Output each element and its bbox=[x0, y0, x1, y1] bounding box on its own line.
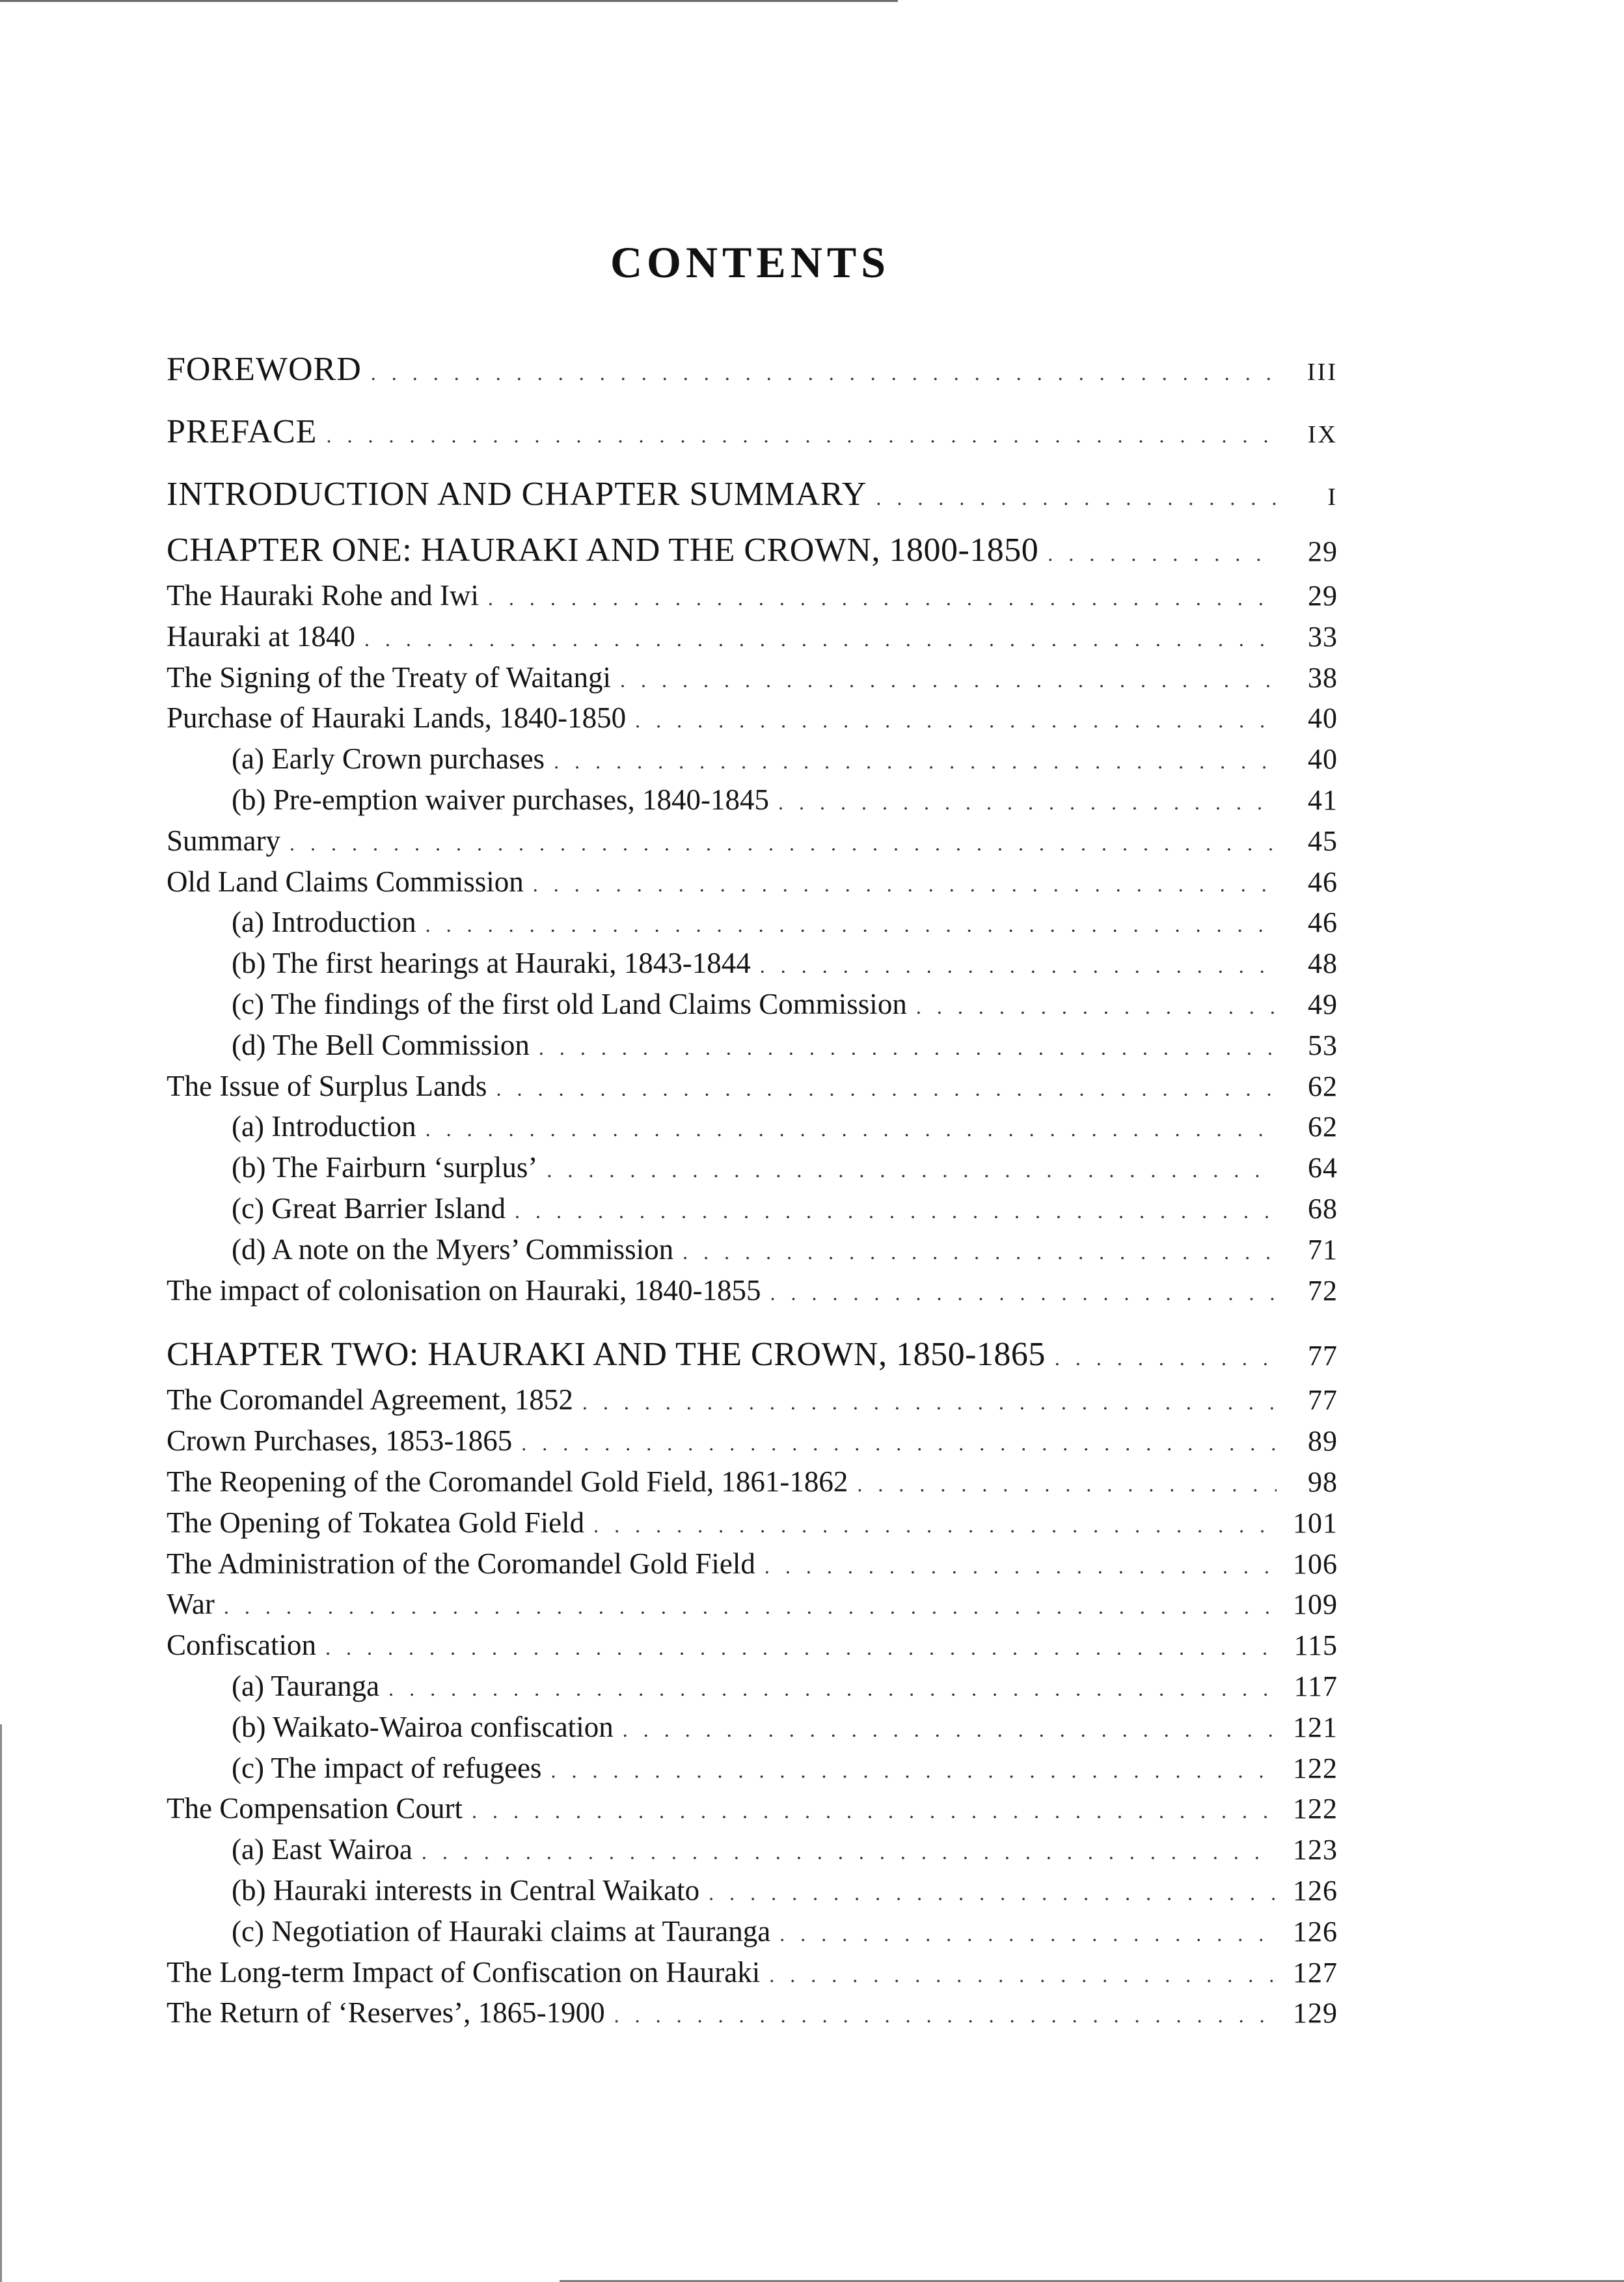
toc-entry-title: (a) Introduction bbox=[232, 906, 416, 939]
toc-subentry[interactable] bbox=[167, 1147, 1338, 1188]
toc-entry[interactable] bbox=[167, 1952, 1338, 1993]
toc-entry-page: 115 bbox=[1293, 1629, 1338, 1662]
dot-leader bbox=[916, 986, 1277, 1027]
toc-entry-page: 48 bbox=[1308, 947, 1338, 980]
toc-entry-title: Hauraki at 1840 bbox=[167, 619, 355, 653]
dot-leader bbox=[683, 1232, 1277, 1273]
dot-leader bbox=[472, 1791, 1277, 1832]
toc-subentry[interactable] bbox=[167, 1025, 1338, 1066]
toc-entry-page: 123 bbox=[1293, 1834, 1338, 1866]
toc-entry[interactable] bbox=[167, 657, 1338, 698]
dot-leader bbox=[876, 467, 1277, 529]
dot-leader bbox=[857, 1464, 1277, 1505]
toc-entry[interactable] bbox=[167, 821, 1338, 862]
toc-entry-page: 77 bbox=[1308, 1340, 1338, 1372]
toc-entry-title: The Opening of Tokatea Gold Field bbox=[167, 1506, 585, 1539]
toc-entry-title: (a) Early Crown purchases bbox=[232, 742, 545, 776]
dot-leader bbox=[709, 1873, 1277, 1914]
toc-entry-foreword[interactable] bbox=[167, 338, 1338, 401]
table-of-contents bbox=[167, 338, 1338, 2033]
dot-leader bbox=[778, 782, 1277, 823]
toc-entry-title: The Hauraki Rohe and Iwi bbox=[167, 579, 479, 612]
dot-leader bbox=[547, 1150, 1277, 1191]
toc-entry-title: The Compensation Court bbox=[167, 1792, 463, 1825]
toc-entry-page: 77 bbox=[1308, 1384, 1338, 1417]
toc-entry-title: The Return of ‘Reserves’, 1865-1900 bbox=[167, 1996, 605, 2030]
toc-subentry[interactable] bbox=[167, 1748, 1338, 1789]
toc-entry[interactable] bbox=[167, 1543, 1338, 1584]
toc-entry-page: 129 bbox=[1293, 1997, 1338, 2030]
toc-entry-page: 122 bbox=[1293, 1793, 1338, 1825]
dot-leader bbox=[371, 342, 1277, 404]
dot-leader bbox=[539, 1027, 1277, 1068]
toc-entry-page: 122 bbox=[1293, 1752, 1338, 1784]
dot-leader bbox=[496, 1068, 1277, 1109]
toc-entry-page: 117 bbox=[1293, 1670, 1338, 1702]
dot-leader bbox=[521, 1423, 1277, 1464]
toc-entry-title: The Coromandel Agreement, 1852 bbox=[167, 1383, 573, 1417]
toc-entry-page: 72 bbox=[1308, 1274, 1338, 1307]
toc-entry-page: 41 bbox=[1308, 783, 1338, 816]
toc-entry-title: (b) Hauraki interests in Central Waikato bbox=[232, 1873, 700, 1907]
dot-leader bbox=[1055, 1333, 1277, 1383]
toc-entry-title: The Administration of the Coromandel Gold Field bbox=[167, 1547, 755, 1580]
toc-entry-page: 106 bbox=[1293, 1547, 1338, 1580]
toc-subentry[interactable] bbox=[167, 1106, 1338, 1147]
toc-subentry[interactable] bbox=[167, 1229, 1338, 1270]
toc-entry[interactable] bbox=[167, 1502, 1338, 1543]
toc-chapter-one[interactable] bbox=[167, 526, 1338, 575]
toc-entry[interactable] bbox=[167, 698, 1338, 739]
dot-leader bbox=[770, 1273, 1277, 1314]
toc-entry-title: (c) Great Barrier Island bbox=[232, 1191, 506, 1225]
toc-entry-title: The Signing of the Treaty of Waitangi bbox=[167, 660, 611, 694]
dot-leader bbox=[388, 1668, 1277, 1709]
toc-entry-page: 121 bbox=[1293, 1711, 1338, 1743]
toc-entry-title: (b) Pre-emption waiver purchases, 1840-1845 bbox=[232, 783, 770, 816]
toc-subentry[interactable] bbox=[167, 739, 1338, 780]
dot-leader bbox=[515, 1191, 1277, 1232]
toc-entry-title: The Issue of Surplus Lands bbox=[167, 1069, 487, 1102]
toc-entry-page: IX bbox=[1307, 421, 1338, 448]
toc-entry-page: 53 bbox=[1308, 1029, 1338, 1061]
toc-entry-page: 71 bbox=[1308, 1233, 1338, 1266]
toc-entry[interactable] bbox=[167, 1625, 1338, 1666]
toc-entry[interactable] bbox=[167, 616, 1338, 657]
page-title: CONTENTS bbox=[610, 237, 891, 287]
toc-subentry[interactable] bbox=[167, 902, 1338, 943]
toc-subentry[interactable] bbox=[167, 1188, 1338, 1229]
toc-entry-title: (c) Negotiation of Hauraki claims at Tauranga bbox=[232, 1914, 771, 1948]
toc-entry-page: 49 bbox=[1308, 988, 1338, 1020]
toc-subentry[interactable] bbox=[167, 1666, 1338, 1707]
toc-entry-page: 68 bbox=[1308, 1192, 1338, 1225]
dot-leader bbox=[614, 1995, 1277, 2036]
dot-leader bbox=[582, 1382, 1277, 1423]
dot-leader bbox=[426, 904, 1277, 945]
toc-entry-title: (a) Introduction bbox=[232, 1110, 416, 1143]
dot-leader bbox=[554, 741, 1277, 782]
scan-edge-top bbox=[0, 0, 898, 2]
toc-entry-title: (b) Waikato-Wairoa confiscation bbox=[232, 1710, 614, 1743]
dot-leader bbox=[760, 945, 1277, 986]
dot-leader bbox=[550, 1750, 1277, 1791]
toc-entry-title: (b) The Fairburn ‘surplus’ bbox=[232, 1151, 538, 1184]
scan-edge-left bbox=[0, 1724, 2, 2282]
toc-subentry[interactable] bbox=[167, 1829, 1338, 1870]
dot-leader bbox=[326, 404, 1277, 467]
toc-entry-page: 40 bbox=[1308, 743, 1338, 776]
dot-leader bbox=[623, 1709, 1277, 1750]
toc-subentry[interactable] bbox=[167, 1870, 1338, 1911]
toc-chapter-two[interactable] bbox=[167, 1330, 1338, 1379]
dot-leader bbox=[426, 1109, 1277, 1150]
toc-entry-page: 46 bbox=[1308, 906, 1338, 939]
toc-entry-page: 127 bbox=[1293, 1956, 1338, 1989]
toc-entry-title: Summary bbox=[167, 824, 280, 857]
toc-entry[interactable] bbox=[167, 1992, 1338, 2033]
toc-entry[interactable] bbox=[167, 1420, 1338, 1461]
toc-entry-title: Old Land Claims Commission bbox=[167, 865, 524, 898]
toc-entry-page: 62 bbox=[1308, 1070, 1338, 1102]
dot-leader bbox=[533, 864, 1277, 905]
dot-leader bbox=[364, 619, 1277, 660]
toc-entry-title: PREFACE bbox=[167, 413, 318, 450]
dot-leader bbox=[224, 1586, 1277, 1627]
dot-leader bbox=[769, 1955, 1277, 1996]
toc-entry-title: Purchase of Hauraki Lands, 1840-1850 bbox=[167, 701, 627, 735]
toc-entry-page: 98 bbox=[1308, 1465, 1338, 1498]
toc-subentry[interactable] bbox=[167, 780, 1338, 821]
toc-entry[interactable] bbox=[167, 1066, 1338, 1107]
toc-entry-page: 46 bbox=[1308, 865, 1338, 898]
toc-entry-title: (d) A note on the Myers’ Commission bbox=[232, 1232, 674, 1266]
toc-entry-page: 45 bbox=[1308, 824, 1338, 857]
toc-entry-page: 126 bbox=[1293, 1915, 1338, 1948]
toc-entry-title: (c) The impact of refugees bbox=[232, 1751, 542, 1784]
toc-subentry[interactable] bbox=[167, 984, 1338, 1025]
toc-entry-preface[interactable] bbox=[167, 401, 1338, 463]
toc-entry-title: War bbox=[167, 1588, 215, 1621]
toc-entry-page: 33 bbox=[1308, 620, 1338, 653]
dot-leader bbox=[325, 1627, 1277, 1668]
toc-entry-page: 62 bbox=[1308, 1111, 1338, 1143]
toc-entry-title: (c) The findings of the first old Land Claims Commission bbox=[232, 987, 907, 1020]
toc-entry-page: 29 bbox=[1308, 536, 1338, 567]
toc-entry-page: 101 bbox=[1293, 1506, 1338, 1539]
toc-entry-page: 64 bbox=[1308, 1152, 1338, 1184]
toc-entry[interactable] bbox=[167, 1788, 1338, 1829]
toc-entry[interactable] bbox=[167, 1270, 1338, 1311]
toc-entry-title: The Reopening of the Coromandel Gold Field, 1861-1862 bbox=[167, 1465, 848, 1498]
dot-leader bbox=[422, 1832, 1277, 1873]
toc-chapter-title: CHAPTER ONE: HAURAKI AND THE CROWN, 1800-1850 bbox=[167, 532, 1039, 569]
toc-entry-page: III bbox=[1307, 359, 1338, 386]
toc-entry[interactable] bbox=[167, 1461, 1338, 1502]
toc-entry[interactable] bbox=[167, 1379, 1338, 1420]
toc-entry-title: INTRODUCTION AND CHAPTER SUMMARY bbox=[167, 476, 867, 513]
toc-entry-title: Crown Purchases, 1853-1865 bbox=[167, 1424, 513, 1458]
dot-leader bbox=[765, 1546, 1277, 1587]
toc-entry-title: (b) The first hearings at Hauraki, 1843-1844 bbox=[232, 947, 751, 980]
toc-entry[interactable] bbox=[167, 862, 1338, 903]
toc-entry-title: The Long-term Impact of Confiscation on Hauraki bbox=[167, 1955, 761, 1989]
toc-entry-page: 38 bbox=[1308, 661, 1338, 694]
toc-subentry[interactable] bbox=[167, 943, 1338, 984]
dot-leader bbox=[779, 1914, 1277, 1955]
toc-entry[interactable] bbox=[167, 575, 1338, 616]
toc-entry-page: 126 bbox=[1293, 1874, 1338, 1907]
dot-leader bbox=[488, 578, 1277, 619]
toc-entry-page: I bbox=[1327, 483, 1338, 511]
dot-leader bbox=[1048, 529, 1277, 578]
toc-entry-introduction[interactable] bbox=[167, 463, 1338, 526]
toc-entry-page: 109 bbox=[1293, 1588, 1338, 1621]
dot-leader bbox=[620, 660, 1277, 701]
toc-subentry[interactable] bbox=[167, 1911, 1338, 1952]
toc-entry-title: (d) The Bell Commission bbox=[232, 1028, 530, 1061]
toc-chapter-title: CHAPTER TWO: HAURAKI AND THE CROWN, 1850-1865 bbox=[167, 1336, 1046, 1374]
toc-entry-title: The impact of colonisation on Hauraki, 1840-1855 bbox=[167, 1273, 761, 1307]
toc-entry-title: FOREWORD bbox=[167, 351, 362, 388]
toc-entry[interactable] bbox=[167, 1584, 1338, 1625]
toc-entry-title: Confiscation bbox=[167, 1629, 316, 1662]
dot-leader bbox=[593, 1505, 1277, 1546]
toc-entry-page: 40 bbox=[1308, 702, 1338, 735]
toc-entry-page: 29 bbox=[1308, 580, 1338, 612]
dot-leader bbox=[635, 700, 1277, 741]
dot-leader bbox=[290, 823, 1277, 864]
toc-entry-page: 89 bbox=[1308, 1425, 1338, 1458]
toc-subentry[interactable] bbox=[167, 1707, 1338, 1748]
toc-entry-title: (a) East Wairoa bbox=[232, 1833, 413, 1866]
toc-entry-title: (a) Tauranga bbox=[232, 1669, 380, 1702]
